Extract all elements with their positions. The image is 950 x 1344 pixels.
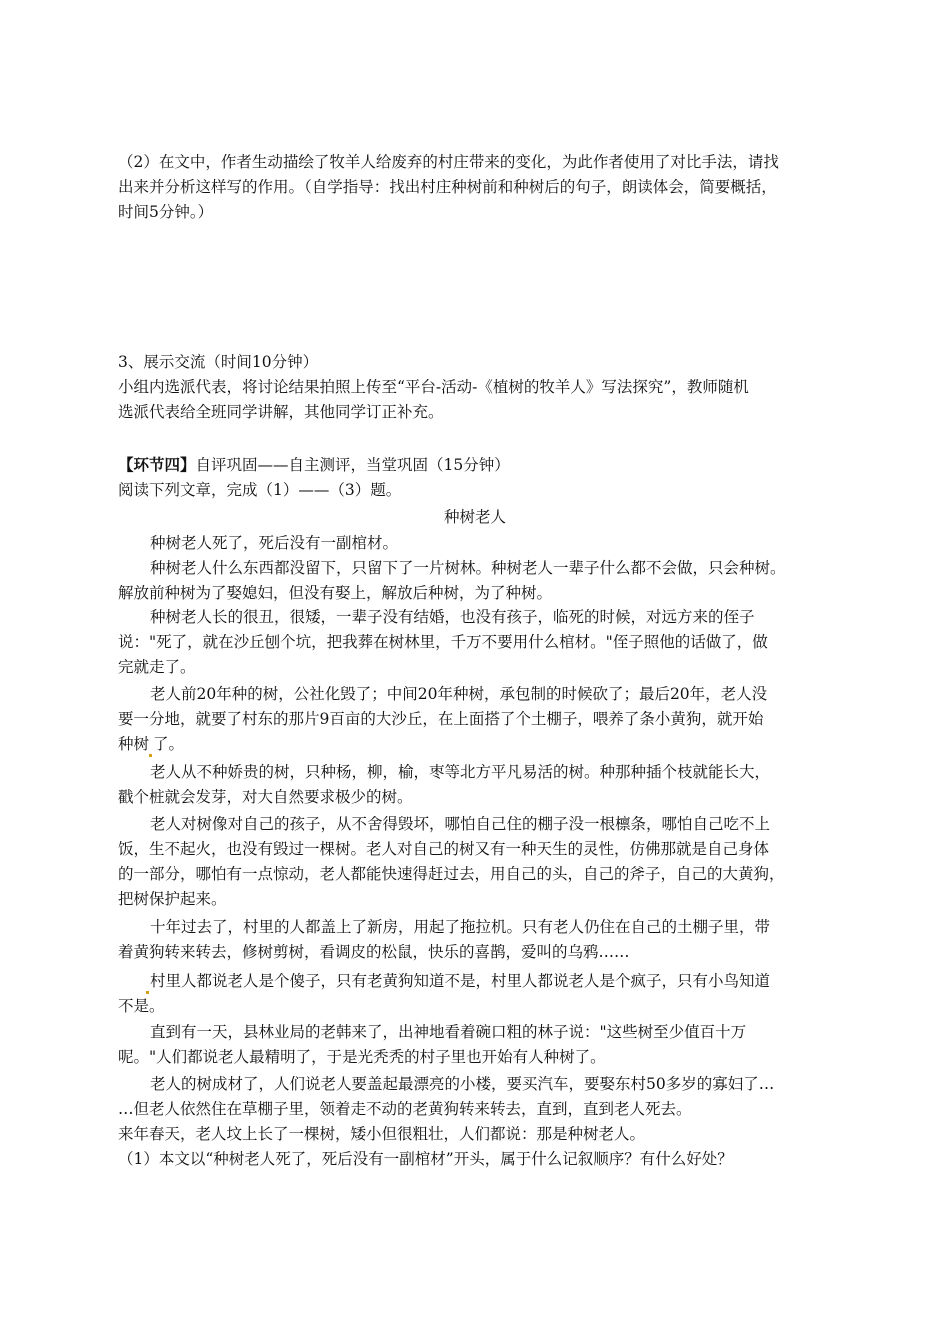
paragraph-line: 把树保护起来。	[118, 890, 227, 908]
paragraph-4	[118, 682, 838, 757]
paragraph-line: 呢。"人们都说老人最精明了，于是光秃秃的村子里也开始有人种树了。	[118, 1048, 606, 1066]
q2-line: 时间5分钟。）	[118, 203, 214, 221]
paragraph-line	[118, 732, 838, 757]
paragraph-10	[118, 1072, 838, 1172]
section-3	[118, 350, 838, 425]
paragraph-9	[118, 1020, 838, 1070]
paragraph-text: 村里人都说老人是个傻子，只有老黄狗知道不是，村里人都说老人是个疯子，只有小鸟知道	[150, 972, 771, 990]
paragraph-5	[118, 760, 838, 810]
paragraph-line: 种树老人什么东西都没留下，只留下了一片树林。种树老人一辈子什么都不会做，只会种树。	[150, 559, 786, 577]
paragraph-line: 不是。	[118, 997, 165, 1015]
section-4-heading	[118, 452, 838, 478]
paragraph-11: 来年春天，老人坟上长了一棵树，矮小但很粗壮，人们都说：那是种树老人。	[118, 1125, 646, 1143]
q2-line: 出来并分析这样写的作用。（自学指导：找出村庄种树前和种树后的句子，朗读体会，简要概括，	[118, 178, 777, 196]
section-4-tag: 【环节四】	[118, 455, 196, 474]
paragraph-line: 着黄狗转来转去，修树剪树，看调皮的松鼠，快乐的喜鹊，爱叫的乌鸦……	[118, 943, 630, 961]
paragraph-line: 十年过去了，村里的人都盖上了新房，用起了拖拉机。只有老人仍住在自己的土棚子里，带	[150, 918, 771, 936]
paragraph-text: 了。	[153, 735, 185, 753]
paragraph-line: 老人对树像对自己的孩子，从不舍得毁坏，哪怕自己住的棚子没一根檩条，哪怕自己吃不上	[150, 815, 771, 833]
section-3-line: 小组内选派代表，将讨论结果拍照上传至“平台-活动-《植树的牧羊人》写法探究”，教师随机	[118, 378, 749, 396]
paragraph-line: 老人从不种娇贵的树，只种杨，柳，榆，枣等北方平凡易活的树。种那种插个枝就能长大，	[150, 763, 771, 781]
paragraph-line: 直到有一天，县林业局的老韩来了，出神地看着碗口粗的林子说："这些树至少值百十万	[150, 1023, 747, 1041]
paragraph-1: 种树老人死了，死后没有一副棺材。	[150, 534, 399, 552]
paragraph-line: 说："死了，就在沙丘刨个坑，把我葬在树林里，千万不要用什么棺材。"侄子照他的话做了，做	[118, 633, 768, 651]
paragraph-line: 种树老人长的很丑，很矮，一辈子没有结婚，也没有孩子，临死的时候，对远方来的侄子	[150, 608, 755, 626]
paragraph-line: 饭，生不起火，也没有毁过一棵树。老人对自己的树又有一种天生的灵性，仿佛那就是自己身体	[118, 840, 770, 858]
article-title: 种树老人	[443, 508, 506, 526]
paragraph-line: 解放前种树为了娶媳妇，但没有娶上，解放后种树，为了种树。	[118, 584, 553, 602]
paragraph-text: 种树	[118, 735, 150, 753]
paragraph-line: 完就走了。	[118, 658, 196, 676]
article-body	[118, 531, 838, 606]
paragraph-line: …但老人依然住在草棚子里，领着走不动的老黄狗转来转去，直到，直到老人死去。	[118, 1100, 692, 1118]
edit-mark-icon	[149, 754, 152, 757]
paragraph-6	[118, 812, 838, 912]
paragraph-8	[118, 969, 838, 1019]
paragraph-line: 戳个桩就会发芽，对大自然要求极少的树。	[118, 788, 413, 806]
paragraph-line: 老人前20年种的树，公社化毁了；中间20年种树，承包制的时候砍了；最后20年，老人没	[150, 685, 768, 703]
question-1: （1）本文以“种树老人死了，死后没有一副棺材”开头，属于什么记叙顺序？有什么好处？	[118, 1150, 733, 1168]
paragraph-7	[118, 915, 838, 965]
section-4-heading-text: 自评巩固——自主测评，当堂巩固（15分钟）	[195, 456, 510, 474]
q2-line: （2）在文中，作者生动描绘了牧羊人给废弃的村庄带来的变化，为此作者使用了对比手法，请找	[118, 153, 779, 171]
section-3-heading: 3、展示交流（时间10分钟）	[118, 353, 319, 371]
paragraph-line	[118, 969, 838, 994]
section-3-line: 选派代表给全班同学讲解，其他同学订正补充。	[118, 403, 444, 421]
section-4	[118, 452, 838, 503]
paragraph-line: 的一部分，哪怕有一点惊动，老人都能快速得赶过去，用自己的头，自己的斧子，自己的大黄狗，	[118, 865, 785, 883]
paragraph-line: 要一分地，就要了村东的那片9百亩的大沙丘，在上面搭了个土棚子，喂养了条小黄狗，就开始	[118, 710, 764, 728]
question-2	[118, 150, 838, 225]
paragraph-3	[118, 605, 838, 680]
paragraph-line: 老人的树成材了，人们说老人要盖起最漂亮的小楼，要买汽车，要娶东村50多岁的寡妇了…	[150, 1075, 775, 1093]
section-4-instruction: 阅读下列文章，完成（1）——（3）题。	[118, 481, 402, 499]
